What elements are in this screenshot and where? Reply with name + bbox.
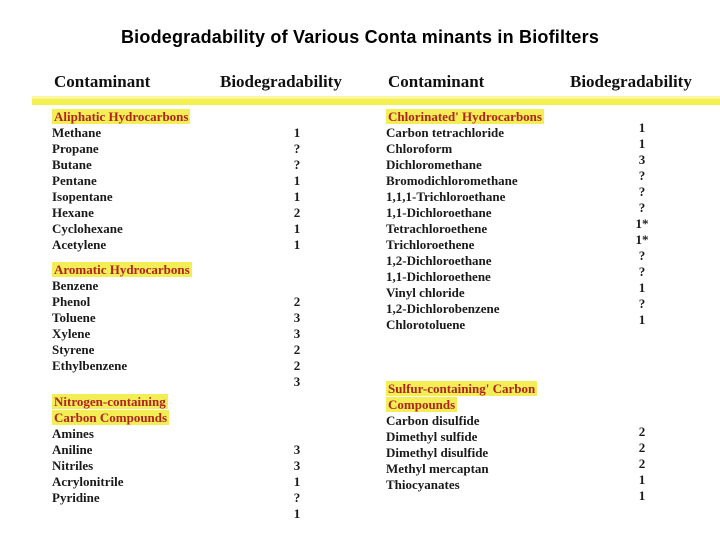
contaminant-name: Tetrachloroethene xyxy=(386,221,488,236)
biodegradability-value: 3 xyxy=(293,374,301,389)
biodegradability-value: ? xyxy=(638,248,646,263)
biodegradability-value: 1 xyxy=(638,488,646,503)
biodegradability-value: ? xyxy=(638,296,646,311)
contaminant-name: Benzene xyxy=(52,278,99,293)
section-heading-sulfur-2: Compounds xyxy=(388,397,456,412)
contaminant-name: Aniline xyxy=(52,442,93,457)
header-contaminant-left: Contaminant xyxy=(54,72,151,91)
spacer xyxy=(386,333,544,349)
section-heading-nitrogen-2: Carbon Compounds xyxy=(54,410,168,425)
left-contaminant-column xyxy=(52,109,192,506)
contaminant-name: Styrene xyxy=(52,342,95,357)
biodegradability-value: ? xyxy=(638,168,646,183)
contaminant-name: Ethylbenzene xyxy=(52,358,128,373)
section-heading-aromatic: Aromatic Hydrocarbons xyxy=(54,262,190,277)
page-title: Biodegradability of Various Conta minants in Biofilters xyxy=(120,27,600,47)
biodegradability-value: 1* xyxy=(635,232,649,247)
contaminant-name: Cyclohexane xyxy=(52,221,123,236)
spacer xyxy=(386,365,544,381)
right-contaminant-column xyxy=(386,109,544,493)
biodegradability-value: 3 xyxy=(293,326,301,341)
biodegradability-value: ? xyxy=(638,184,646,199)
spacer xyxy=(630,344,654,360)
biodegradability-value: 2 xyxy=(638,440,646,455)
biodegradability-value: ? xyxy=(638,264,646,279)
biodegradability-value: ? xyxy=(293,157,301,172)
contaminant-name: Isopentane xyxy=(52,189,113,204)
biodegradability-value: 1 xyxy=(293,237,301,252)
section-heading-sulfur-1: Sulfur-containing' Carbon xyxy=(388,381,536,396)
contaminant-name: 1,1-Dichloroethane xyxy=(386,205,492,220)
contaminant-name: Pentane xyxy=(52,173,97,188)
spacer xyxy=(630,408,654,424)
biodegradability-value: 1 xyxy=(293,221,301,236)
spacer xyxy=(630,328,654,344)
contaminant-name: Carbon disulfide xyxy=(386,413,480,428)
biodegradability-value: 2 xyxy=(638,456,646,471)
spacer xyxy=(287,278,307,294)
contaminant-name: Butane xyxy=(52,157,92,172)
contaminant-name: Bromodichloromethane xyxy=(386,173,518,188)
spacer xyxy=(386,349,544,365)
biodegradability-value: 2 xyxy=(293,358,301,373)
biodegradability-value: 2 xyxy=(293,294,301,309)
biodegradability-value: 2 xyxy=(638,424,646,439)
contaminant-name: Chlorotoluene xyxy=(386,317,466,332)
spacer xyxy=(287,262,307,278)
header-biodegradability-left: Biodegradability xyxy=(220,72,342,91)
biodegradability-value: 2 xyxy=(293,342,301,357)
contaminant-name: Thiocyanates xyxy=(386,477,460,492)
header-biodegradability-right: Biodegradability xyxy=(570,72,692,91)
contaminant-name: Acrylonitrile xyxy=(52,474,124,489)
spacer xyxy=(630,392,654,408)
spacer xyxy=(52,374,192,394)
biodegradability-value: 1 xyxy=(293,173,301,188)
biodegradability-value: 3 xyxy=(293,442,301,457)
header-contaminant-right: Contaminant xyxy=(388,72,485,91)
contaminant-name: 1,2-Dichloroethane xyxy=(386,253,492,268)
biodegradability-value: 2 xyxy=(293,205,301,220)
spacer xyxy=(287,390,307,410)
contaminant-name: Hexane xyxy=(52,205,94,220)
spacer xyxy=(630,360,654,376)
biodegradability-value: 3 xyxy=(293,458,301,473)
right-biodegradability-column xyxy=(630,120,654,504)
contaminant-name: Pyridine xyxy=(52,490,100,505)
contaminant-name: Vinyl chloride xyxy=(386,285,465,300)
biodegradability-value: 1 xyxy=(293,189,301,204)
spacer xyxy=(287,253,307,262)
biodegradability-value: 1 xyxy=(638,120,646,135)
contaminant-name: Dimethyl sulfide xyxy=(386,429,478,444)
contaminant-name: Toluene xyxy=(52,310,96,325)
contaminant-name: 1,2-Dichlorobenzene xyxy=(386,301,500,316)
biodegradability-value: 3 xyxy=(638,152,646,167)
spacer xyxy=(630,376,654,392)
section-heading-nitrogen-1: Nitrogen-containing xyxy=(54,394,166,409)
biodegradability-value: ? xyxy=(293,490,301,505)
biodegradability-value: 3 xyxy=(293,310,301,325)
contaminant-name: Phenol xyxy=(52,294,91,309)
biodegradability-value: 1* xyxy=(635,216,649,231)
left-biodegradability-column xyxy=(287,125,307,522)
contaminant-name: Propane xyxy=(52,141,99,156)
spacer xyxy=(287,410,307,426)
contaminant-name: 1,1,1-Trichloroethane xyxy=(386,189,506,204)
biodegradability-value: 1 xyxy=(638,136,646,151)
contaminant-name: Carbon tetrachloride xyxy=(386,125,505,140)
biodegradability-value: ? xyxy=(293,141,301,156)
biodegradability-value: 1 xyxy=(638,280,646,295)
contaminant-name: Acetylene xyxy=(52,237,107,252)
contaminant-name: Methane xyxy=(52,125,102,140)
contaminant-name: Trichloroethene xyxy=(386,237,475,252)
contaminant-name: Nitriles xyxy=(52,458,94,473)
contaminant-name: Methyl mercaptan xyxy=(386,461,489,476)
contaminant-name: Chloroform xyxy=(386,141,453,156)
section-heading-chlorinated: Chlorinated' Hydrocarbons xyxy=(388,109,542,124)
biodegradability-value: 1 xyxy=(638,312,646,327)
contaminant-name: Xylene xyxy=(52,326,91,341)
contaminant-name: Dimethyl disulfide xyxy=(386,445,489,460)
spacer xyxy=(287,426,307,442)
biodegradability-value: ? xyxy=(638,200,646,215)
section-heading-aliphatic: Aliphatic Hydrocarbons xyxy=(54,109,189,124)
contaminant-name: Dichloromethane xyxy=(386,157,482,172)
biodegradability-value: 1 xyxy=(638,472,646,487)
contaminant-name: 1,1-Dichloroethene xyxy=(386,269,491,284)
contaminant-name: Amines xyxy=(52,426,94,441)
spacer xyxy=(52,253,192,262)
biodegradability-value: 1 xyxy=(293,125,301,140)
biodegradability-value: 1 xyxy=(293,506,301,521)
header-rule xyxy=(32,99,720,105)
biodegradability-value: 1 xyxy=(293,474,301,489)
